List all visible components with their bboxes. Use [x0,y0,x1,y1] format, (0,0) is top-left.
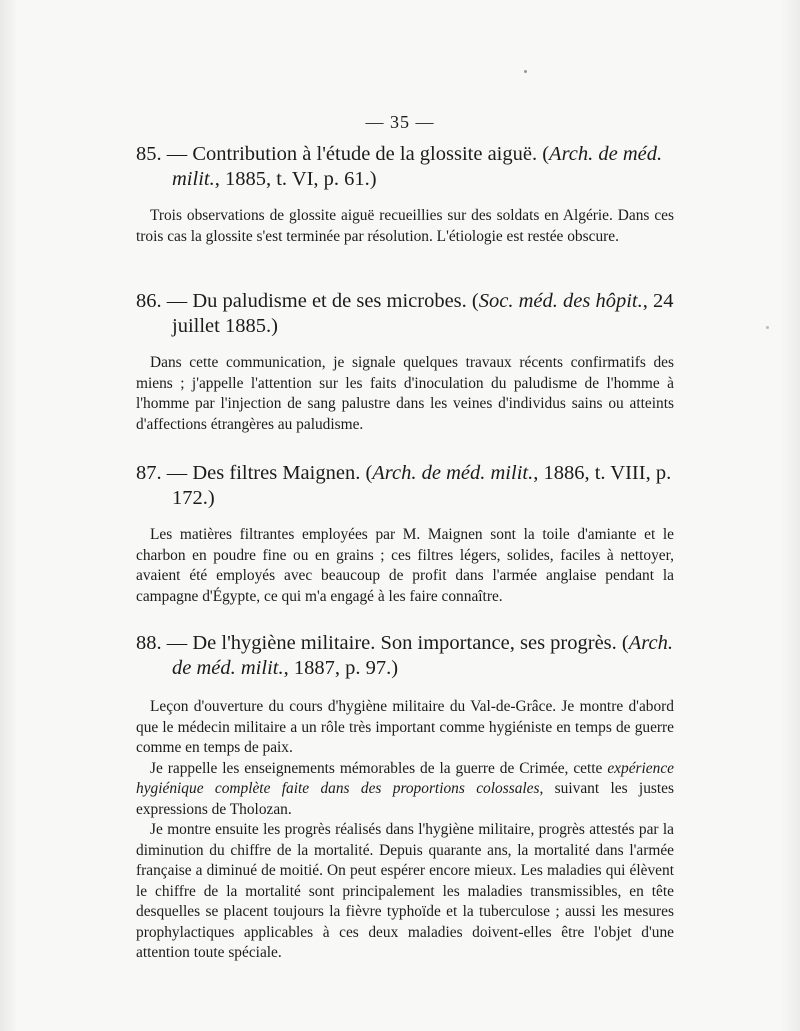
entry-title: Des filtres Maignen. [192,462,361,484]
abstract-paragraph: Les matières filtrantes employées par M. Maignen sont la toile d'amiante et le charbon en poudre fine ou en grains ; ces filtres légers, solides, faciles à nettoyer, avaient été employés avec beaucoup de profit dans l'armée anglaise pendant la campagne d'Égypte, ce qui m'a engagé à les faire connaître. [136,526,674,605]
entry-citation: , 1885, t. VI, p. 61.) [214,168,377,190]
entry-citation: , 24 juillet 1885.) [172,290,674,337]
abstract-paragraph: Je montre ensuite les progrès réalisés dans l'hygiène militaire, progrès attestés par la diminution du chiffre de la mortalité. Depuis quarante ans, la mortalité dans l'armée française a diminué de moitié. On peut espérer encore mieux. Les maladies qui élèvent le chiffre de la mortalité sont principalement les maladies transmissibles, en tête desquelles se placent toujours la fièvre typhoïde et la tuberculose ; aussi les mesures prophylactiques applicables à ces deux maladies doivent-elles être l'objet d'une attention toute spéciale. [136,821,674,961]
bibliography-entry-88 [136,631,674,964]
abstract-paragraph: Trois observations de glossite aiguë recueillies sur des soldats en Algérie. Dans ces trois cas la glossite s'est terminée par résolution. L'étiologie est restée obscure. [136,207,674,245]
entry-abstract [136,525,674,607]
quote-lead: Je rappelle les enseignements mémorables de la guerre de Crimée, cette [150,759,608,777]
bibliography-entry-85 [136,142,674,247]
quote-tail: , suivant les justes expressions de Tholozan. [136,780,674,818]
bibliography-entry-87 [136,461,674,607]
abstract-paragraph-quote [136,759,674,821]
entry-abstract [136,353,674,435]
entry-heading: 88. — De l'hygiène militaire. Son importance, ses progrès. (Arch. de méd. milit., 1887, p. 97.) [136,632,673,679]
entry-title: De l'hygiène militaire. Son importance, ses progrès. [192,632,617,654]
entry-source: Arch. de méd. milit. [172,632,673,679]
entry-number: 85. [136,143,162,165]
entry-source: Arch. de méd. milit. [372,462,534,484]
entry-source: Arch. de méd. milit. [172,143,663,190]
entry-abstract [136,697,674,964]
entry-source: Soc. méd. des hôpit. [478,290,643,312]
entry-title: Du paludisme et de ses microbes. [192,290,467,312]
abstract-paragraph: Leçon d'ouverture du cours d'hygiène militaire du Val-de-Grâce. Je montre d'abord que le médecin militaire a un rôle très important comme hygiéniste en temps de guerre comme en temps de paix. [136,698,674,756]
entry-title: Contribution à l'étude de la glossite aiguë. [192,143,538,165]
quote-italic: expérience hygiénique complète faite dans des proportions colossales [136,759,674,797]
page-number: — 35 — [365,112,435,132]
ink-speck [524,70,527,73]
entry-number: 86. [136,290,162,312]
entry-abstract [136,206,674,247]
entry-heading: 87. — Des filtres Maignen. (Arch. de méd. milit., 1886, t. VIII, p. 172.) [136,462,672,509]
entry-citation: , 1887, p. 97.) [283,657,399,679]
ink-speck [766,326,769,329]
entry-number: 88. [136,632,162,654]
entry-heading: 85. — Contribution à l'étude de la glossite aiguë. (Arch. de méd. milit., 1885, t. VI, p. 61.) [136,143,663,190]
bibliography-entry-86 [136,289,674,435]
abstract-paragraph: Dans cette communication, je signale quelques travaux récents confirmatifs des miens ; j'appelle l'attention sur les faits d'inoculation du paludisme de l'homme à l'homme par l'injection de sang palustre dans les veines d'individus sains ou atteints d'affections étrangères au paludisme. [136,354,674,433]
entry-number: 87. [136,462,162,484]
entry-citation: , 1886, t. VIII, p. 172.) [172,462,672,509]
entry-heading: 86. — Du paludisme et de ses microbes. (Soc. méd. des hôpit., 24 juillet 1885.) [136,290,674,337]
